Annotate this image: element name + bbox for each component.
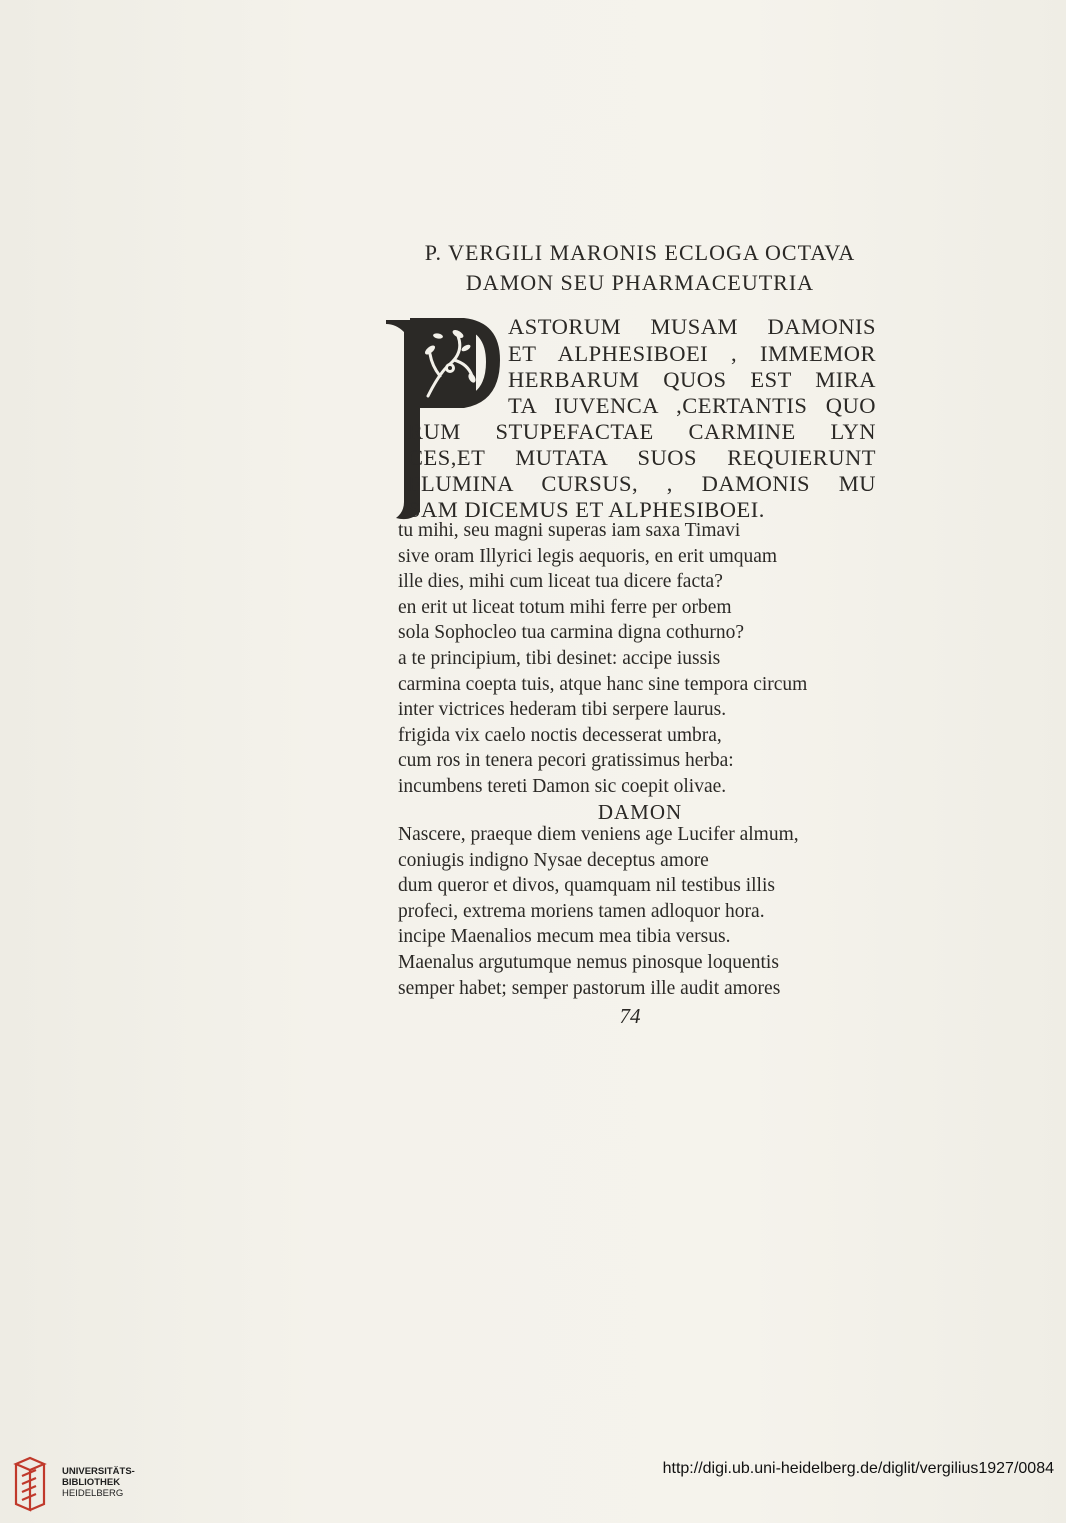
verse-line: coniugis indigno Nysae deceptus amore bbox=[398, 849, 709, 871]
verse-line: carmina coepta tuis, atque hanc sine tempora circum bbox=[398, 673, 808, 695]
university-library-logo-icon[interactable] bbox=[12, 1456, 52, 1512]
verse-line: Maenalus argutumque nemus pinosque loquentis bbox=[398, 951, 779, 973]
verse-line: profeci, extrema moriens tamen adloquor hora. bbox=[398, 900, 765, 922]
verse-line: tu mihi, seu magni superas iam saxa Timavi bbox=[398, 520, 741, 541]
opening-caps-line-6: CES,ET MUTATA SUOS REQUIERUNT bbox=[408, 445, 876, 470]
verse-line: sola Sophocleo tua carmina digna cothurno? bbox=[398, 622, 745, 644]
library-line-3: HEIDELBERG bbox=[62, 1488, 124, 1499]
verse-line: en erit ut liceat totum mihi ferre per orbem bbox=[398, 596, 732, 618]
speaker-heading: DAMON bbox=[597, 800, 683, 824]
opening-caps-line-7: FLUMINA CURSUS, , DAMONIS MU bbox=[408, 471, 876, 496]
verse-line: incumbens tereti Damon sic coepit olivae. bbox=[398, 775, 727, 797]
verse-block-2 bbox=[398, 822, 898, 1001]
verse-line: incipe Maenalios mecum mea tibia versus. bbox=[398, 926, 731, 948]
verse-line: Nascere, praeque diem veniens age Lucifer almum, bbox=[398, 824, 799, 845]
library-name bbox=[62, 1466, 135, 1499]
opening-caps-line-3: HERBARUM QUOS EST MIRA bbox=[508, 367, 876, 392]
opening-caps-line-1: ASTORUM MUSAM DAMONIS bbox=[508, 314, 876, 339]
verse-line: a te principium, tibi desinet: accipe iussis bbox=[398, 647, 721, 669]
verse-line: cum ros in tenera pecori gratissimus herba: bbox=[398, 750, 734, 772]
poem-subtitle: DAMON SEU PHARMACEUTRIA bbox=[465, 270, 815, 295]
library-line-2: BIBLIOTHEK bbox=[62, 1477, 121, 1488]
library-line-1: UNIVERSITÄTS- bbox=[62, 1466, 135, 1477]
verse-block-1 bbox=[398, 518, 898, 800]
opening-caps-line-2: ET ALPHESIBOEI , IMMEMOR bbox=[508, 341, 876, 366]
verse-line: semper habet; semper pastorum ille audit amores bbox=[398, 977, 781, 999]
verse-line: ille dies, mihi cum liceat tua dicere facta? bbox=[398, 571, 723, 593]
verse-line: inter victrices hederam tibi serpere laurus. bbox=[398, 699, 727, 721]
opening-caps-line-4: TA IUVENCA ,CERTANTIS QUO bbox=[508, 393, 876, 418]
verse-line: dum queror et divos, quamquam nil testibus illis bbox=[398, 875, 775, 897]
verse-line: sive oram Illyrici legis aequoris, en erit umquam bbox=[398, 545, 778, 567]
verse-line: frigida vix caelo noctis decesserat umbra, bbox=[398, 724, 722, 746]
source-url-link[interactable]: http://digi.ub.uni-heidelberg.de/diglit/vergilius1927/0084 bbox=[662, 1460, 1054, 1477]
poem-title: P. VERGILI MARONIS ECLOGA OCTAVA bbox=[424, 240, 856, 265]
opening-caps-line-8: SAM DICEMUS ET ALPHESIBOEI. bbox=[408, 497, 765, 522]
opening-caps-line-5: RUM STUPEFACTAE CARMINE LYN bbox=[408, 419, 876, 444]
page-number: 74 bbox=[619, 1004, 641, 1028]
